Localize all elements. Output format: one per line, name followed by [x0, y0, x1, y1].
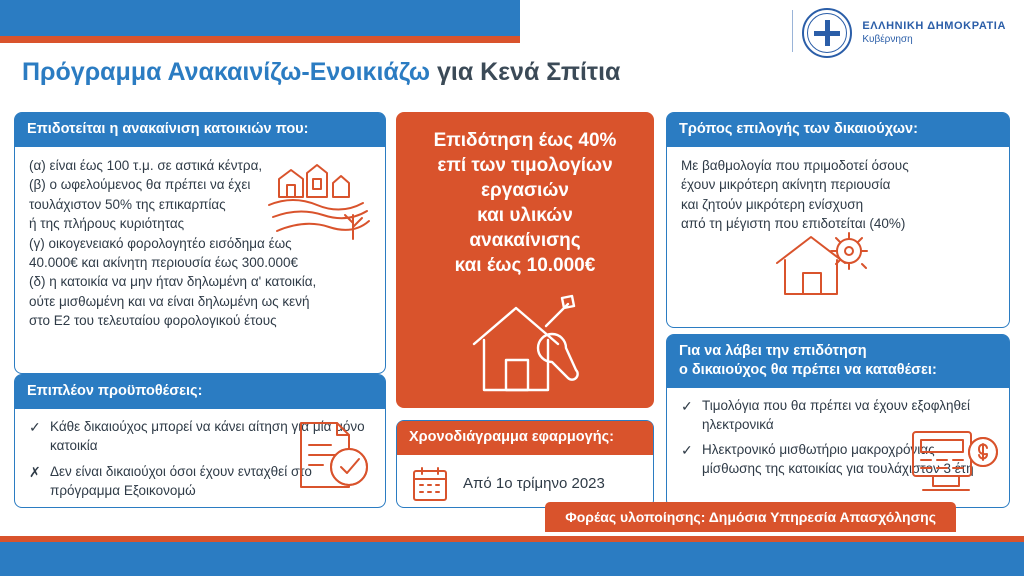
card-eligibility-body: [15, 147, 385, 341]
eligibility-line-2: (β) ο ωφελούμενος θα πρέπει να έχει: [29, 177, 251, 193]
top-bar-accent: [0, 36, 520, 43]
card-extra-body: [15, 409, 385, 518]
page-title-secondary: για Κενά Σπίτια: [436, 58, 621, 86]
timeline-text: Από 1ο τρίμηνο 2023: [463, 475, 605, 493]
subsidy-line-2: επί των τιμολογίων: [437, 155, 613, 177]
cross-icon: ✗: [29, 463, 41, 480]
check-icon: ✓: [29, 418, 41, 435]
payment-terminal-icon: [905, 422, 1005, 510]
check-icon: ✓: [681, 397, 693, 414]
emblem-text: [862, 20, 1006, 46]
subsidy-line-5: ανακαίνισης: [469, 230, 581, 252]
card-selection-heading: Τρόπος επιλογής των δικαιούχων:: [667, 113, 1009, 147]
document-check-icon: [287, 415, 379, 499]
card-timeline-heading: Χρονοδιάγραμμα εφαρμογής:: [397, 421, 653, 455]
check-icon: ✓: [681, 442, 693, 459]
eligibility-line-6: 40.000€ και ακίνητη περιουσία έως 300.000€: [29, 255, 299, 271]
card-eligibility-heading: Επιδοτείται η ανακαίνιση κατοικιών που:: [15, 113, 385, 147]
card-receive-heading-line1: Για να λάβει την επιδότηση: [679, 343, 867, 359]
house-tools-icon: [454, 286, 604, 404]
card-extra-heading: Επιπλέον προϋποθέσεις:: [15, 375, 385, 409]
timeline-row: [397, 455, 653, 503]
selection-line-2: έχουν μικρότερη ακίνητη περιουσία: [681, 177, 891, 193]
selection-line-3: και ζητούν μικρότερη ενίσχυση: [681, 196, 864, 212]
card-timeline: [396, 420, 654, 508]
eligibility-line-7: (δ) η κατοικία να μην ήταν δηλωμένη α' κατοικία,: [29, 274, 317, 290]
greek-coat-of-arms-icon: [802, 8, 852, 58]
eligibility-line-8: ούτε μισθωμένη και να είναι δηλωμένη ως κενή: [29, 293, 310, 309]
emblem-title: ΕΛΛΗΝΙΚΗ ΔΗΜΟΚΡΑΤΙΑ: [862, 19, 1006, 32]
card-receive-body: [667, 388, 1009, 497]
subsidy-line-3: εργασιών: [481, 180, 569, 202]
card-selection-method: [666, 112, 1010, 328]
house-gear-icon: [767, 225, 887, 309]
emblem-subtitle: Κυβέρνηση: [862, 33, 913, 45]
government-emblem: [802, 8, 1006, 58]
list-item-label: Τιμολόγια που θα πρέπει να έχουν εξοφληθεί ηλεκτρονικά: [702, 397, 970, 432]
card-extra-conditions: [14, 374, 386, 508]
bottom-bar-blue: [0, 542, 1024, 576]
page-title: [22, 58, 620, 87]
subsidy-line-4: και υλικών: [477, 205, 573, 227]
card-receive-heading-line2: ο δικαιούχος θα πρέπει να καταθέσει:: [679, 361, 937, 378]
list-item-label: Δεν είναι δικαιούχοι όσοι έχουν ενταχθεί στο πρόγραμμα Εξοικονομώ: [50, 463, 312, 498]
card-receive-subsidy: [666, 334, 1010, 508]
panel-subsidy-amount: [396, 112, 654, 408]
card-eligibility: [14, 112, 386, 374]
list-item-label: Κάθε δικαιούχος μπορεί να κάνει αίτηση για μία μόνο κατοικία: [50, 418, 365, 453]
list-item-label: Ηλεκτρονικό μισθωτήριο μακροχρόνιας μίσθωσης της κατοικίας για τουλάχιστον 3 έτη: [702, 442, 974, 477]
calendar-icon: [411, 465, 449, 503]
footer-badge: Φορέας υλοποίησης: Δημόσια Υπηρεσία Απασχόλησης: [545, 502, 956, 532]
card-selection-body: [667, 147, 1009, 244]
eligibility-line-9: στο Ε2 του τελευταίου φορολογικού έτους: [29, 313, 277, 329]
eligibility-line-1: (α) είναι έως 100 τ.μ. σε αστικά κέντρα,: [29, 157, 263, 173]
page-title-primary: Πρόγραμμα Ανακαινίζω-Ενοικιάζω: [22, 58, 431, 86]
subsidy-line-6: και έως 10.000€: [454, 255, 596, 277]
selection-line-1: Με βαθμολογία που πριμοδοτεί όσους: [681, 157, 909, 173]
selection-line-4: από τη μέγιστη που επιδοτείται (40%): [681, 216, 906, 232]
eligibility-line-3: τουλάχιστον 50% της επικαρπίας: [29, 196, 226, 212]
village-landscape-icon: [267, 153, 377, 249]
top-bar-blue: [0, 0, 520, 36]
eligibility-line-4: ή της πλήρους κυριότητας: [29, 216, 185, 232]
subsidy-line-1: Επιδότηση έως 40%: [433, 130, 617, 151]
eligibility-line-5: (γ) οικογενειακό φορολογητέο εισόδημα έως: [29, 235, 292, 251]
card-receive-heading: [667, 335, 1009, 388]
